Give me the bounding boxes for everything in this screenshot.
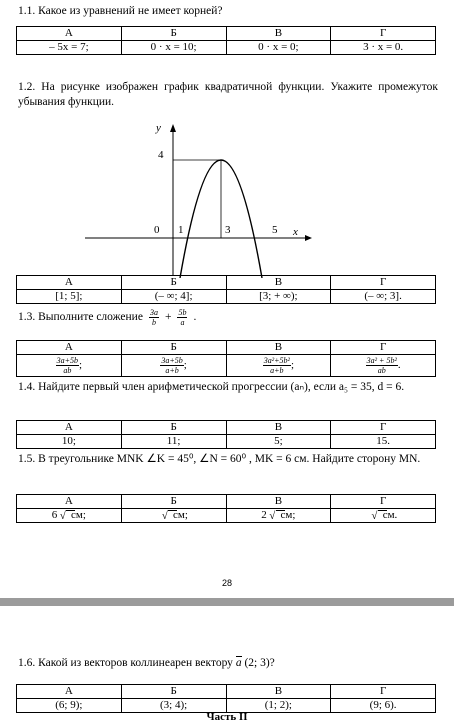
header-g: Г <box>331 276 436 290</box>
expr-fraction-1: $\frac{3a}{b}$ <box>149 308 158 327</box>
answer-table-1-5 <box>16 494 436 523</box>
header-b: Б <box>121 685 226 699</box>
header-v: В <box>226 27 331 41</box>
question-1-5: 1.5. В треугольнике MNK ∠K = 45⁰, ∠N = 60⁰ , MK = 6 см. Найдите сторону MN. <box>18 453 421 465</box>
option-a[interactable]: (6; 9); <box>17 699 122 713</box>
x-tick-5: 5 <box>272 224 278 236</box>
header-a: А <box>17 276 122 290</box>
page-number: 28 <box>221 578 232 588</box>
header-a: А <box>17 341 122 355</box>
option-b[interactable]: 11; <box>121 435 226 449</box>
header-g: Г <box>331 27 436 41</box>
sqrt-icon: √ <box>159 510 170 521</box>
header-a: А <box>17 685 122 699</box>
expr-plus: + <box>164 311 172 323</box>
option-v[interactable]: [3; + ∞); <box>226 290 331 304</box>
expr-end: . <box>193 311 197 323</box>
header-b: Б <box>121 27 226 41</box>
x-tick-1: 1 <box>178 224 184 236</box>
header-v: В <box>226 341 331 355</box>
sqrt-icon: √ <box>57 510 68 521</box>
option-b[interactable]: (3; 4); <box>121 699 226 713</box>
header-a: А <box>17 421 122 435</box>
header-b: Б <box>121 341 226 355</box>
option-g[interactable]: 15. <box>331 435 436 449</box>
header-g: Г <box>331 421 436 435</box>
option-v[interactable]: (1; 2); <box>226 699 331 713</box>
option-a[interactable]: 10; <box>17 435 122 449</box>
option-b[interactable]: $\frac{3a+5b}{a+b}$ ; <box>121 355 226 377</box>
part-title: Часть II <box>206 711 248 723</box>
option-v[interactable]: 5; <box>226 435 331 449</box>
x-tick-3: 3 <box>225 224 231 236</box>
header-a: А <box>17 27 122 41</box>
question-1-1: 1.1. Какое из уравнений не имеет корней? <box>18 5 223 17</box>
answer-table-1-6 <box>16 684 436 713</box>
option-v[interactable]: 0 · x = 0; <box>226 41 331 55</box>
option-a[interactable]: $\frac{3a+5b}{ab}$ ; <box>17 355 122 377</box>
option-g[interactable]: (– ∞; 3]. <box>331 290 436 304</box>
option-v[interactable]: 2 √ см; <box>226 509 331 523</box>
option-b[interactable]: 0 · x = 10; <box>121 41 226 55</box>
header-b: Б <box>121 276 226 290</box>
x-axis-arrow <box>305 235 312 241</box>
header-b: Б <box>121 421 226 435</box>
option-a[interactable]: [1; 5]; <box>17 290 122 304</box>
vector-a: a <box>235 657 242 669</box>
header-a: А <box>17 495 122 509</box>
origin-label: 0 <box>154 224 160 236</box>
option-b[interactable]: √ см; <box>121 509 226 523</box>
header-v: В <box>226 495 331 509</box>
question-1-2: 1.2. На рисунке изображен график квадратичной функции. Укажите промежуток убывания функции. <box>18 81 438 108</box>
question-1-3-text: 1.3. Выполните сложение <box>18 311 143 323</box>
header-g: Г <box>331 495 436 509</box>
sqrt-icon: √ <box>267 510 278 521</box>
header-b: Б <box>121 495 226 509</box>
header-g: Г <box>331 341 436 355</box>
question-1-3 <box>18 308 438 327</box>
y-axis-arrow <box>170 124 176 132</box>
answer-table-1-3 <box>16 340 436 377</box>
header-v: В <box>226 421 331 435</box>
option-a[interactable]: – 5x = 7; <box>17 41 122 55</box>
option-g[interactable]: 3 · x = 0. <box>331 41 436 55</box>
sqrt-icon: √ <box>369 510 380 521</box>
option-a[interactable]: 6 √ см; <box>17 509 122 523</box>
option-v[interactable]: $\frac{\text{3a²+5b²}}{a+b}$ ; <box>226 355 331 377</box>
question-1-6: 1.6. Какой из векторов коллинеарен вектору a (2; 3)? <box>18 657 275 669</box>
expr-fraction-2: $\frac{5b}{a}$ <box>178 308 187 327</box>
answer-table-1-1 <box>16 26 436 55</box>
option-g[interactable]: $\frac{\text{3a² + 5b²}}{ab}$ . <box>331 355 436 377</box>
page-separator <box>0 598 454 606</box>
header-v: В <box>226 685 331 699</box>
option-g[interactable]: (9; 6). <box>331 699 436 713</box>
header-v: В <box>226 276 331 290</box>
answer-table-1-4 <box>16 420 436 449</box>
y-tick-4: 4 <box>158 149 164 161</box>
option-b[interactable]: (– ∞; 4]; <box>121 290 226 304</box>
x-axis-label: x <box>293 226 298 238</box>
header-g: Г <box>331 685 436 699</box>
answer-table-1-2 <box>16 275 436 304</box>
option-g[interactable]: √ см. <box>331 509 436 523</box>
question-1-4: 1.4. Найдите первый член арифметической прогрессии (aₙ), если a₅ = 35, d = 6. <box>18 381 405 393</box>
y-axis-label: y <box>156 122 161 134</box>
parabola-graph <box>80 118 320 278</box>
